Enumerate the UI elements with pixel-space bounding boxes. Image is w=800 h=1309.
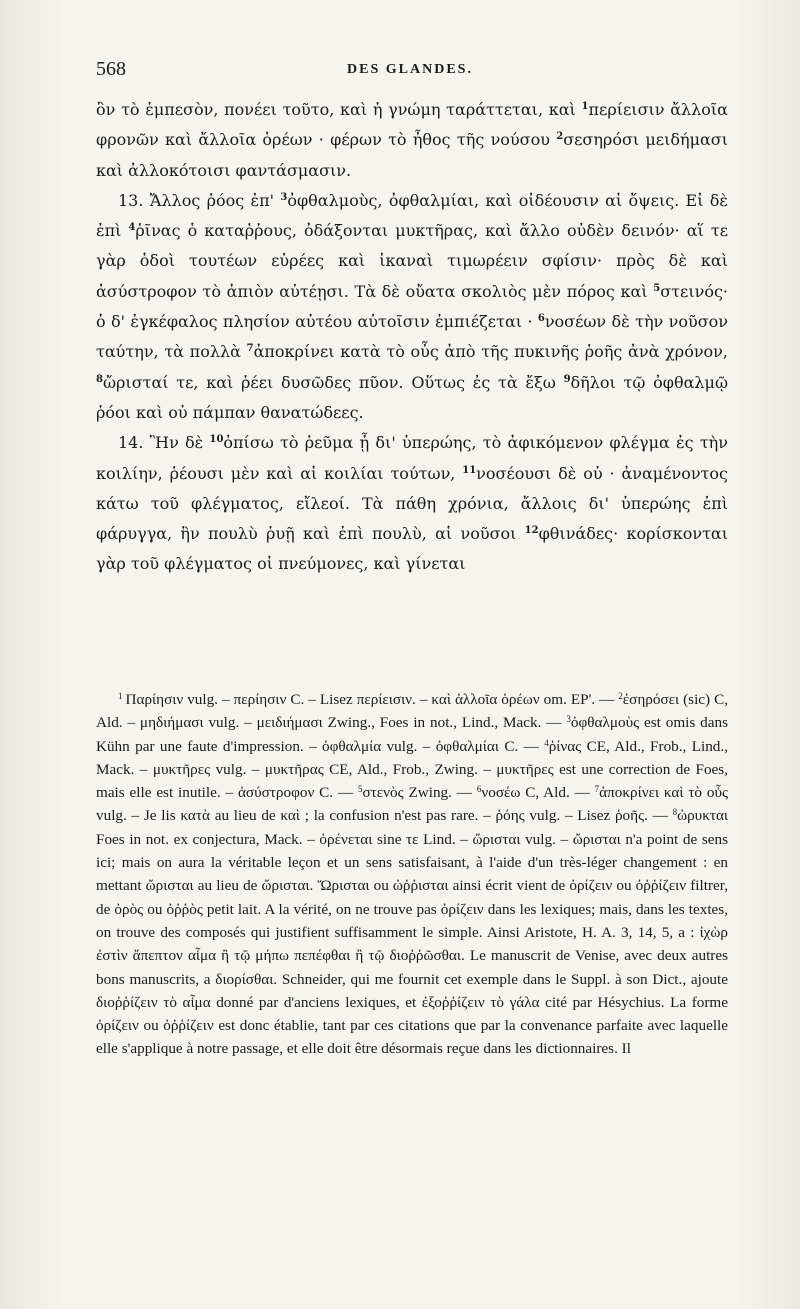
footnotes [96, 688, 728, 1061]
footnote-number: 8 [672, 807, 678, 818]
note-ref: 10 [209, 434, 224, 446]
footnote-number: 4 [544, 737, 549, 748]
text-span: δῆλοι τῷ ὀφθαλμῷ ῥόοι καὶ οὐ πάμπαν θανατώδεες. [96, 372, 728, 422]
text-span: ὂν τὸ ἐμπεσὸν, πονέει τοῦτο, καὶ ἡ γνώμη ταράττεται, καὶ [96, 100, 582, 119]
text-span: σεσηρόσι μειδήμασι καὶ ἀλλοκότοισι φαντάσμασιν. [96, 130, 728, 180]
footnote-number: 6 [476, 784, 482, 795]
footnote-text: ἀποκρίνει καὶ τὸ οὖς vulg. – Je lis κατὰ au lieu de καὶ ; la confusion n'est pas rare. – ῥόης vulg. – Lisez ῥοῆς. — [96, 784, 728, 825]
text-span: Ἄλλος ῥόος ἐπ' [143, 190, 281, 210]
footnote-text: στενὸς Zwing. — [362, 784, 477, 802]
text-span: ὀπίσω τὸ ῥεῦμα ᾖ δι' ὑπερώης, τὸ ἀφικόμενον φλέγμα ἐς τὴν κοιλίην, ῥέουσι μὲν καὶ αἱ κοιλίαι τούτων, [96, 433, 728, 483]
page-number: 568 [96, 58, 126, 80]
note-ref: 9 [563, 373, 571, 385]
running-head: DES GLANDES. [347, 62, 473, 77]
paragraph-continuation [96, 95, 728, 186]
text-span: ὤρισταί τε, καὶ ῥέει δυσῶδες πῦον. Οὕτως ἐς τὰ ἔξω [102, 372, 564, 392]
section-number: 14. [118, 433, 144, 453]
footnote-number: 7 [594, 784, 600, 795]
note-ref: 8 [96, 373, 103, 385]
text-span: νοσέων δὲ τὴν νοῦσον ταύτην, τὰ πολλὰ [96, 312, 728, 362]
note-ref: 7 [246, 343, 254, 355]
footnote-number: 1 [118, 691, 123, 701]
note-ref: 3 [280, 191, 288, 203]
note-ref: 5 [653, 282, 661, 294]
note-ref: 11 [462, 464, 477, 476]
text-span: φθινάδες· κορίσκονται γὰρ τοῦ φλέγματος οἱ πνεύμονες, καὶ γίνεται [96, 524, 728, 574]
footnote-number: 2 [618, 691, 623, 701]
section-number: 13. [118, 190, 144, 210]
text-span: Ἢν δὲ [143, 433, 210, 453]
text-span: ὀφθαλμοὺς, ὀφθαλμίαι, καὶ οἰδέουσιν αἱ ὄψεις. Εἰ δὲ ἐπὶ [96, 190, 729, 241]
text-span: ἀποκρίνει κατὰ τὸ οὖς ἀπὸ τῆς πυκινῆς ῥοῆς ἀνὰ χρόνον, [253, 342, 728, 362]
paragraph-13 [96, 186, 728, 428]
footnote-text: ῥίνας CE, Ald., Frob., Lind., Mack. – μυκτῆρες vulg. – μυκτῆρας CE, Ald., Frob., Zwing. – μυκτῆρες est une correction de Foes, mais elle est inutile. – ἀσύστροφον C. — [96, 737, 728, 802]
text-span: ῥῖνας ὁ καταῤῥους, ὀδάξονται μυκτῆρας, καὶ ἄλλο οὐδὲν δεινόν· αἵ τε γὰρ ὁδοὶ τουτέων εὐρέες καὶ ἱκαναὶ τιμωρέειν σφίσιν· πρὸς δὲ καὶ ἀσύστροφον τὸ ἀπιὸν αὐτέῃσι. Τὰ δὲ οὔατα σκολιὸς μὲν πόρος καὶ [96, 221, 728, 301]
footnote-block [96, 688, 728, 1061]
text-span: στεινός· ὁ δ' ἐγκέφαλος πλησίον αὐτέου αὐτοῖσιν ἐμπιέζεται · [96, 281, 728, 332]
note-ref: 6 [537, 313, 545, 325]
footnote-text: ὠρυκται Foes in not. ex conjectura, Mack. – ὀρένεται sine τε Lind. – ὤρισται vulg. – ὤρισται n'a point de sens ici; mais on aura la véritable leçon et un sens satisfaisant, à l'aide d'un très-léger changement : en mettant ὤρισται au lieu de ὤρισται. Ὤρισται ou ὠῤῥισται ainsi écrit vient de ὀρίζειν ou ὀῤῥίζειν filtrer, de ὀρὸς ou ὀῤῥὸς petit lait. A la vérité, on ne trouve pas ὀρίζειν dans les lexiques; mais, dans les textes, on trouve des composés qui justifient suffisamment le simple. Ainsi Aristote, H. A. 3, 14, 5, a : ἰχὼρ ἐστὶν ἄπεπτον αἷμα ἢ τῷ μήπω πεπέφθαι ἢ τῷ διοῤῥῶσθαι. Le manuscrit de Venise, avec deux autres bons manuscrits, a διορίσθαι. Schneider, qui me fournit cet exemple dans le Suppl. à son Dict., ajoute διοῤῥίζειν τὸ αἷμα donné par d'anciens lexiques, et ἐξοῤῥίζειν τὸ γάλα cité par Hésychius. La forme ὀρίζειν ou ὀῤῥίζειν est donc établie, tant par ces citations que par la convenance parfaite avec laquelle elle s'applique à notre passage, et elle doit être désormais reçue dans les dictionnaires. Il [96, 807, 728, 1058]
note-ref: 4 [128, 222, 136, 234]
footnote-number: 3 [566, 714, 571, 725]
note-ref: 2 [556, 131, 564, 143]
footnote-text: Παρίησιν vulg. – περίησιν C. – Lisez περίεισιν. – καὶ ἀλλοῖα ὁρέων om. EP'. — [125, 691, 619, 708]
footnote-number: 5 [358, 784, 363, 795]
page-header [96, 58, 724, 88]
main-text [96, 95, 728, 580]
paragraph-14 [96, 428, 728, 579]
note-ref: 12 [524, 525, 539, 537]
text-span: περίεισιν ἄλλοῖα φρονῶν καὶ ἄλλοῖα ὁρέων · φέρων τὸ ἦθος τῆς νούσου [96, 100, 728, 150]
footnote-text: ἐσηρόσει (sic) C, Ald. – μηδιήμασι vulg. – μειδιήμασι Zwing., Foes in not., Lind., Mack. — [96, 691, 728, 732]
text-span: νοσέουσι δὲ οὐ · ἀναμένοντος κάτω τοῦ φλέγματος, εἴλεοί. Τὰ πάθη χρόνια, ἄλλοις δι' ὑπερώης ἐπὶ φάρυγγα, ἣν πουλὺ ῥυῇ καὶ ἐπὶ πουλὺ, αἱ νοῦσοι [96, 463, 728, 544]
note-ref: 1 [581, 101, 589, 112]
footnote-text: ὀφθαλμοὺς est omis dans Kühn par une faute d'impression. – ὀφθαλμία vulg. – ὀφθαλμίαι C. — [96, 714, 728, 755]
footnote-text: νοσέω C, Ald. — [481, 784, 595, 802]
